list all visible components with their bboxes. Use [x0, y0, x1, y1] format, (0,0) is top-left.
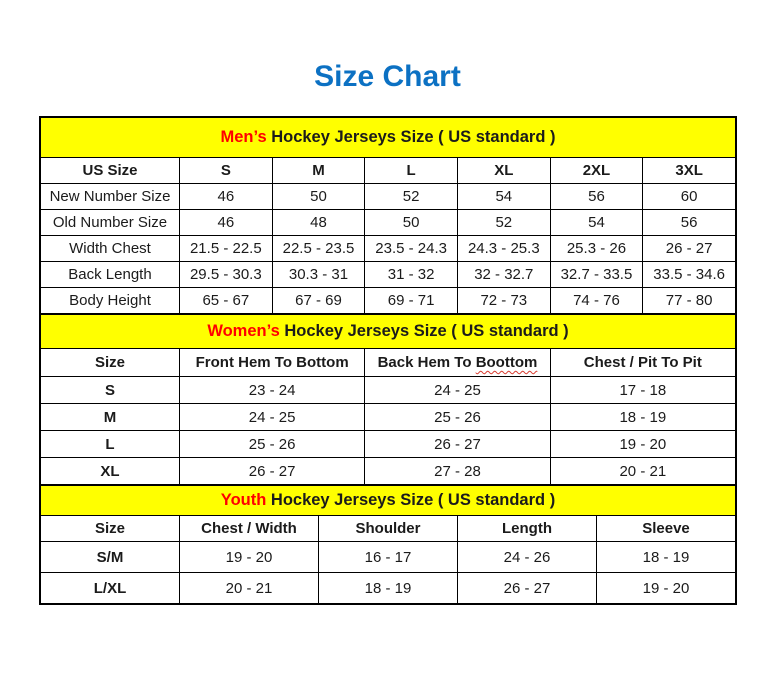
cell: 24 - 25 — [365, 377, 550, 404]
cell: 26 - 27 — [458, 573, 597, 604]
cell: 25.3 - 26 — [550, 236, 643, 262]
mens-column-header-row — [41, 158, 736, 184]
womens-section-header-row — [41, 315, 736, 349]
cell: 26 - 27 — [179, 458, 364, 485]
cell: 17 - 18 — [550, 377, 735, 404]
cell: 31 - 32 — [365, 262, 458, 288]
col-header: Sleeve — [597, 516, 736, 542]
cell: 18 - 19 — [597, 542, 736, 573]
col-header: Chest / Pit To Pit — [550, 349, 735, 377]
col-header: Shoulder — [319, 516, 458, 542]
col-header: Chest / Width — [180, 516, 319, 542]
cell: 50 — [272, 184, 365, 210]
cell: 32 - 32.7 — [457, 262, 550, 288]
womens-section-title-rest: Hockey Jerseys Size ( US standard ) — [279, 322, 569, 340]
row-label: S/M — [41, 542, 180, 573]
row-label: New Number Size — [41, 184, 180, 210]
cell: 46 — [180, 210, 273, 236]
mens-section-title — [41, 118, 736, 158]
table-row — [41, 236, 736, 262]
cell: 22.5 - 23.5 — [272, 236, 365, 262]
cell: 77 - 80 — [643, 288, 736, 314]
mens-section-title-highlight: Men’s — [220, 128, 267, 146]
cell: 16 - 17 — [319, 542, 458, 573]
col-header: 2XL — [550, 158, 643, 184]
row-label: XL — [41, 458, 180, 485]
cell: 56 — [550, 184, 643, 210]
youth-section-title — [41, 486, 736, 516]
page-title: Size Chart — [314, 60, 461, 93]
cell: 65 - 67 — [180, 288, 273, 314]
col-header: M — [272, 158, 365, 184]
col-header-text: Back Hem To — [377, 354, 476, 371]
table-row — [41, 288, 736, 314]
table-row — [41, 431, 736, 458]
table-row — [41, 404, 736, 431]
cell: 20 - 21 — [550, 458, 735, 485]
row-label: L/XL — [41, 573, 180, 604]
womens-section-title-highlight: Women’s — [207, 322, 280, 340]
misspelled-word: Boottom — [475, 354, 538, 371]
table-row — [41, 210, 736, 236]
cell: 26 - 27 — [365, 431, 550, 458]
row-label: L — [41, 431, 180, 458]
cell: 19 - 20 — [597, 573, 736, 604]
cell: 74 - 76 — [550, 288, 643, 314]
table-row — [41, 184, 736, 210]
col-header: US Size — [41, 158, 180, 184]
col-header: Length — [458, 516, 597, 542]
cell: 24 - 25 — [179, 404, 364, 431]
table-row — [41, 542, 736, 573]
cell: 27 - 28 — [365, 458, 550, 485]
youth-section-header-row — [41, 486, 736, 516]
row-label: M — [41, 404, 180, 431]
row-label: Width Chest — [41, 236, 180, 262]
cell: 60 — [643, 184, 736, 210]
cell: 18 - 19 — [319, 573, 458, 604]
cell: 48 — [272, 210, 365, 236]
cell: 52 — [457, 210, 550, 236]
cell: 29.5 - 30.3 — [180, 262, 273, 288]
mens-size-table — [40, 117, 736, 314]
cell: 52 — [365, 184, 458, 210]
cell: 20 - 21 — [180, 573, 319, 604]
cell: 23.5 - 24.3 — [365, 236, 458, 262]
mens-section-header-row — [41, 118, 736, 158]
mens-section-title-rest: Hockey Jerseys Size ( US standard ) — [266, 128, 556, 146]
cell: 18 - 19 — [550, 404, 735, 431]
youth-size-table — [40, 485, 736, 604]
col-header: L — [365, 158, 458, 184]
youth-column-header-row — [41, 516, 736, 542]
cell: 19 - 20 — [550, 431, 735, 458]
cell: 69 - 71 — [365, 288, 458, 314]
cell: 54 — [550, 210, 643, 236]
row-label: Old Number Size — [41, 210, 180, 236]
col-header: 3XL — [643, 158, 736, 184]
cell: 23 - 24 — [179, 377, 364, 404]
cell: 54 — [457, 184, 550, 210]
cell: 26 - 27 — [643, 236, 736, 262]
table-row — [41, 458, 736, 485]
youth-section-title-rest: Hockey Jerseys Size ( US standard ) — [266, 491, 556, 509]
size-chart-tables — [39, 116, 737, 605]
col-header: S — [180, 158, 273, 184]
cell: 24 - 26 — [458, 542, 597, 573]
cell: 21.5 - 22.5 — [180, 236, 273, 262]
cell: 67 - 69 — [272, 288, 365, 314]
col-header: Size — [41, 349, 180, 377]
womens-section-title — [41, 315, 736, 349]
col-header: Front Hem To Bottom — [179, 349, 364, 377]
cell: 25 - 26 — [365, 404, 550, 431]
cell: 72 - 73 — [457, 288, 550, 314]
row-label: Back Length — [41, 262, 180, 288]
table-row — [41, 377, 736, 404]
col-header: Size — [41, 516, 180, 542]
cell: 25 - 26 — [179, 431, 364, 458]
cell: 46 — [180, 184, 273, 210]
cell: 24.3 - 25.3 — [457, 236, 550, 262]
row-label: Body Height — [41, 288, 180, 314]
cell: 32.7 - 33.5 — [550, 262, 643, 288]
cell: 50 — [365, 210, 458, 236]
row-label: S — [41, 377, 180, 404]
col-header: XL — [457, 158, 550, 184]
cell: 33.5 - 34.6 — [643, 262, 736, 288]
col-header — [365, 349, 550, 377]
table-row — [41, 262, 736, 288]
cell: 30.3 - 31 — [272, 262, 365, 288]
cell: 56 — [643, 210, 736, 236]
womens-column-header-row — [41, 349, 736, 377]
youth-section-title-highlight: Youth — [220, 491, 267, 509]
table-row — [41, 573, 736, 604]
cell: 19 - 20 — [180, 542, 319, 573]
womens-size-table — [40, 314, 736, 485]
